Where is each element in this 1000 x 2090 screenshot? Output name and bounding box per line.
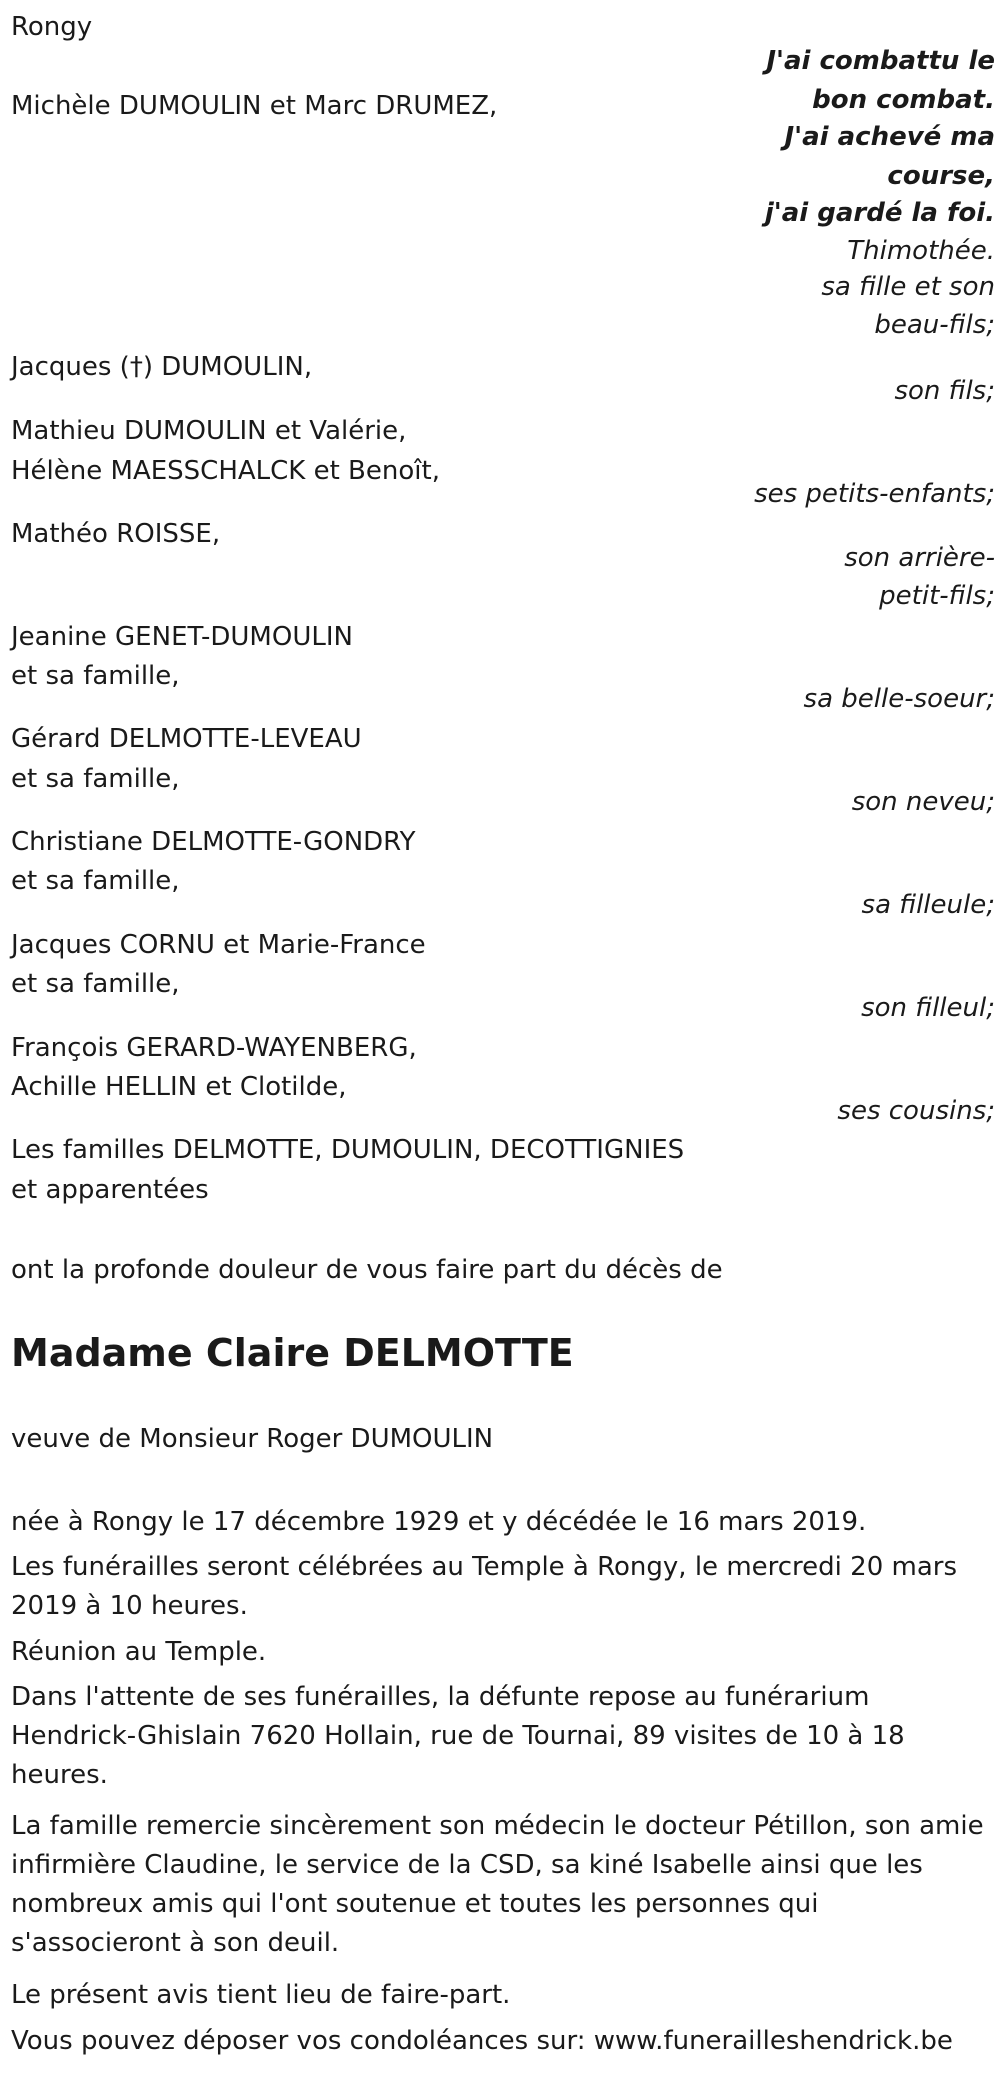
family-name: Christiane DELMOTTE-GONDRY [11, 827, 416, 857]
deceased-name: Madame Claire DELMOTTE [11, 1331, 574, 1375]
family-name: Jacques CORNU et Marie-France [11, 930, 426, 960]
family-name: et apparentées [11, 1175, 209, 1205]
family-relation: beau-fils; [874, 310, 995, 340]
family-name: Achille HELLIN et Clotilde, [11, 1072, 347, 1102]
birth-death-paragraph: née à Rongy le 17 décembre 1929 et y décédée le 16 mars 2019. [11, 1507, 867, 1537]
quote-source: Thimothée. [847, 236, 995, 266]
family-relation: son filleul; [861, 993, 995, 1023]
funeral-paragraph: Les funérailles seront célébrées au Temple à Rongy, le mercredi 20 mars 2019 à 10 heures. [11, 1552, 958, 1621]
family-relation: sa belle-soeur; [803, 684, 995, 714]
family-name: et sa famille, [11, 866, 180, 896]
visitation-paragraph: Dans l'attente de ses funérailles, la défunte repose au funérarium Hendrick-Ghislain 7620 Hollain, rue de Tournai, 89 visites de 10 à 18 heures. [11, 1682, 905, 1790]
family-name: Michèle DUMOULIN et Marc DRUMEZ, [11, 91, 498, 121]
family-name: Mathieu DUMOULIN et Valérie, [11, 416, 407, 446]
family-relation: son arrière- [844, 543, 995, 573]
family-name: Jacques (†) DUMOULIN, [11, 352, 313, 382]
quote-line: j'ai gardé la foi. [764, 198, 995, 228]
quote-line: J'ai combattu le [766, 46, 995, 76]
family-name: Les familles DELMOTTE, DUMOULIN, DECOTTIGNIES [11, 1135, 685, 1165]
family-relation: sa fille et son [821, 272, 995, 302]
family-name: Jeanine GENET-DUMOULIN [11, 622, 353, 652]
condolences-paragraph: Vous pouvez déposer vos condoléances sur: www.funerailleshendrick.be [11, 2026, 953, 2056]
quote-line: J'ai achevé ma [784, 122, 995, 152]
family-name: et sa famille, [11, 661, 180, 691]
thanks-paragraph: La famille remercie sincèrement son médecin le docteur Pétillon, son amie infirmière Claudine, le service de la CSD, sa kiné Isabelle ainsi que les nombreux amis qui l'ont soutenue et toutes les personnes qui s'associeront à son deuil. [11, 1811, 984, 1958]
widow-of-text: veuve de Monsieur Roger DUMOULIN [11, 1424, 494, 1454]
quote-line: course, [887, 161, 995, 191]
gathering-paragraph: Réunion au Temple. [11, 1637, 267, 1667]
family-relation: son neveu; [851, 787, 995, 817]
town-name: Rongy [11, 12, 93, 42]
family-name: Gérard DELMOTTE-LEVEAU [11, 724, 362, 754]
family-relation: petit-fils; [879, 581, 995, 611]
quote-line: bon combat. [812, 85, 995, 115]
family-name: Mathéo ROISSE, [11, 519, 221, 549]
family-name: Hélène MAESSCHALCK et Benoît, [11, 456, 440, 486]
family-relation: ses petits-enfants; [754, 479, 995, 509]
family-relation: sa filleule; [861, 890, 995, 920]
family-name: François GERARD-WAYENBERG, [11, 1033, 417, 1063]
family-relation: ses cousins; [837, 1096, 995, 1126]
family-name: et sa famille, [11, 764, 180, 794]
notice-paragraph: Le présent avis tient lieu de faire-part. [11, 1980, 511, 2010]
announcement-text: ont la profonde douleur de vous faire part du décès de [11, 1255, 723, 1285]
family-relation: son fils; [894, 376, 995, 406]
family-name: et sa famille, [11, 969, 180, 999]
